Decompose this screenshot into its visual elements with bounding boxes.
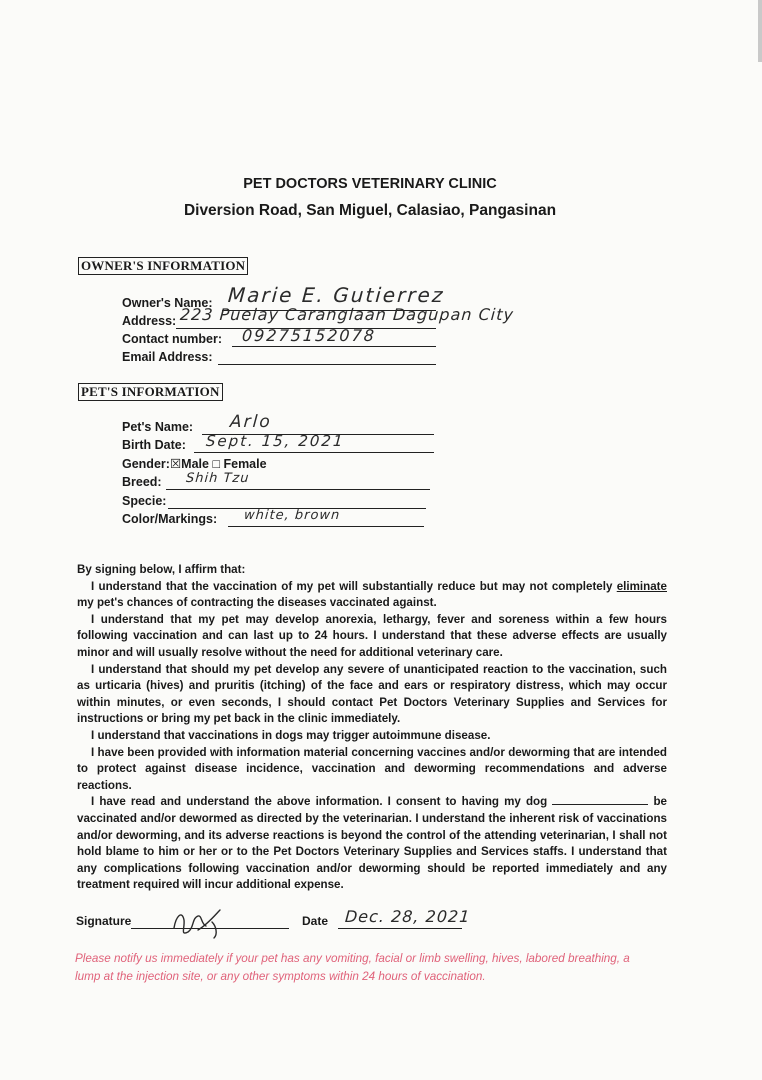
consent-p4: I understand that vaccinations in dogs may trigger autoimmune disease.: [91, 728, 491, 742]
eliminate-underlined: eliminate: [616, 579, 667, 593]
pet-name-label: Pet's Name:: [122, 420, 194, 434]
male-checkbox[interactable]: ☒: [169, 457, 182, 471]
consent-p3: I understand that should my pet develop any severe of unanticipated reaction to the vaccination, such as urticaria (hives) and pruritis (itching) of the face and ears or respiratory distress, which may occur within minutes, or even seconds, I should contact Pet Doctors Veterinary Supplies and Services for instructions or bring my pet back in the clinic immediately.: [77, 662, 667, 726]
specie-label: Specie:: [122, 494, 167, 508]
breed-value[interactable]: Shih Tzu: [185, 471, 251, 486]
address-label: Address:: [122, 314, 177, 328]
consent-text: [77, 562, 667, 894]
email-label: Email Address:: [122, 350, 213, 364]
signature-scribble[interactable]: [168, 906, 238, 940]
notification-note: Please notify us immediately if your pet has any vomiting, facial or limb swelling, hives, labored breathing, a lump at the injection site, or any other symptoms within 24 hours of vaccination.: [75, 952, 630, 983]
color-markings-value[interactable]: white, brown: [243, 508, 341, 523]
contact-line: [232, 346, 436, 347]
dog-name-blank[interactable]: [552, 794, 648, 805]
date-line: [338, 928, 462, 929]
owner-name-label: Owner's Name:: [122, 296, 213, 310]
gender-label: Gender:: [122, 457, 170, 471]
date-label: Date: [302, 914, 329, 928]
female-checkbox[interactable]: □: [212, 457, 220, 471]
pet-section-heading: PET'S INFORMATION: [78, 383, 223, 401]
consent-p6: I have read and understand the above information. I consent to having my dog be vaccinated and/or dewormed as directed by the veterinarian. I understand the inherent risk of vaccinations and/or deworming, and its adverse reactions is beyond the control of the attending veterinarian, I shall not hold blame to him or her or to the Pet Doctors Veterinary Supplies and Services staffs. I understand that any complications following vaccination and/or deworming should be reported immediately and any treatment required will incur additional expense.: [77, 795, 667, 892]
contact-label: Contact number:: [122, 332, 222, 346]
pet-name-value[interactable]: Arlo: [229, 412, 273, 432]
contact-value[interactable]: 09275152078: [241, 326, 377, 345]
owner-section-heading: OWNER'S INFORMATION: [78, 257, 248, 275]
consent-p5: I have been provided with information material concerning vaccines and/or deworming that are intended to protect against disease incidence, vaccination and deworming recommendations and adverse reactions.: [77, 745, 667, 792]
birth-date-value[interactable]: Sept. 15, 2021: [205, 432, 346, 450]
female-label: Female: [223, 457, 267, 471]
breed-line: [166, 489, 430, 490]
date-value[interactable]: Dec. 28, 2021: [344, 907, 472, 926]
email-line: [218, 364, 436, 365]
consent-p2: I understand that my pet may develop anorexia, lethargy, fever and soreness within a few hours following vaccination and can last up to 24 hours. I understand that these adverse effects are usually minor and will usually resolve without the need for additional veterinary care.: [77, 612, 667, 659]
signature-label: Signature: [76, 914, 132, 928]
birth-date-line: [194, 452, 434, 453]
color-markings-label: Color/Markings:: [122, 512, 218, 526]
consent-intro: By signing below, I affirm that:: [77, 563, 246, 576]
birth-date-label: Birth Date:: [122, 438, 186, 452]
male-label: Male: [181, 457, 209, 471]
clinic-address: Diversion Road, San Miguel, Calasiao, Pangasinan: [183, 202, 557, 219]
gender-row: [122, 457, 267, 472]
color-markings-line: [228, 526, 424, 527]
scan-edge: [758, 0, 762, 62]
consent-p1: I understand that the vaccination of my pet will substantially reduce but may not completely eliminate my pet's chances of contracting the diseases vaccinated against.: [77, 579, 667, 610]
address-value[interactable]: 223 Puelay Caranglaan Dagupan City: [179, 305, 515, 324]
owner-name-value[interactable]: Marie E. Gutierrez: [227, 283, 446, 307]
clinic-name: PET DOCTORS VETERINARY CLINIC: [243, 176, 497, 192]
breed-label: Breed:: [122, 475, 162, 489]
